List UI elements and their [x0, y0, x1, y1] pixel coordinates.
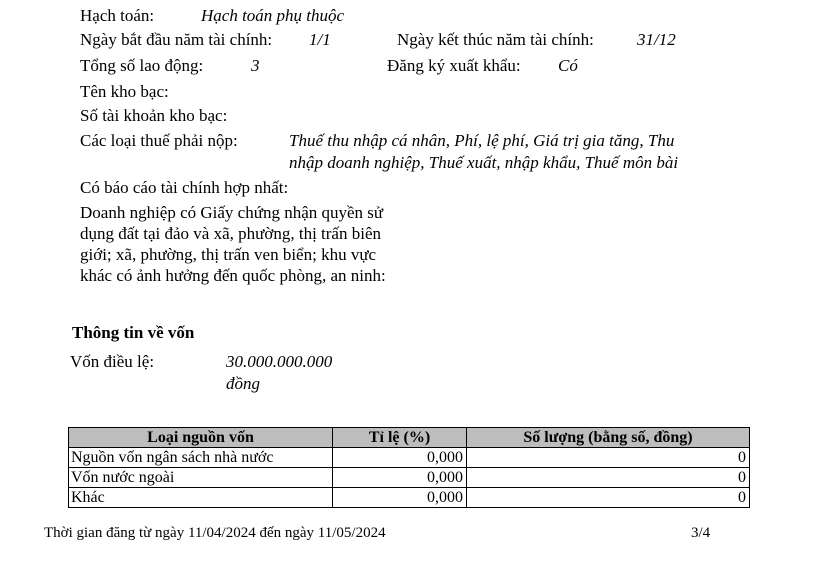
export-value: Có [558, 56, 578, 75]
export-label: Đăng ký xuất khẩu: [387, 56, 521, 75]
accounting-value: Hạch toán phụ thuộc [201, 6, 345, 25]
fiscal-end-value: 31/12 [637, 30, 676, 49]
page-number: 3/4 [691, 525, 711, 541]
amount-cell: 0 [467, 448, 750, 468]
source-type-cell: Khác [69, 488, 333, 508]
footer-period: Thời gian đăng từ ngày 11/04/2024 đến ngày 11/05/2024 [44, 525, 386, 541]
table-header-row [69, 428, 750, 448]
charter-capital-value: 30.000.000.000 [226, 352, 333, 371]
taxes-value-line1: Thuế thu nhập cá nhân, Phí, lệ phí, Giá trị gia tăng, Thu [289, 131, 675, 150]
ratio-cell: 0,000 [333, 448, 467, 468]
land-cert-line: khác có ảnh hưởng đến quốc phòng, an ninh: [80, 266, 386, 285]
table-row [69, 468, 750, 488]
capital-heading: Thông tin về vốn [72, 323, 195, 342]
capital-source-table [68, 427, 750, 508]
charter-capital-label: Vốn điều lệ: [70, 352, 155, 371]
employees-value: 3 [251, 56, 260, 75]
accounting-label: Hạch toán: [80, 6, 155, 25]
charter-capital-unit: đồng [226, 374, 260, 393]
amount-cell: 0 [467, 488, 750, 508]
treasury-account-label: Số tài khoản kho bạc: [80, 106, 228, 125]
amount-cell: 0 [467, 468, 750, 488]
fiscal-start-value: 1/1 [309, 30, 331, 49]
source-type-cell: Nguồn vốn ngân sách nhà nước [69, 448, 333, 468]
consolidated-report-label: Có báo cáo tài chính hợp nhất: [80, 178, 289, 197]
source-type-cell: Vốn nước ngoài [69, 468, 333, 488]
table-row [69, 488, 750, 508]
taxes-label: Các loại thuế phải nộp: [80, 131, 238, 150]
taxes-value-line2: nhập doanh nghiệp, Thuế xuất, nhập khẩu, Thuế môn bài [289, 153, 679, 172]
land-cert-line: giới; xã, phường, thị trấn ven biển; khu vực [80, 245, 377, 264]
column-header: Tỉ lệ (%) [333, 428, 467, 448]
ratio-cell: 0,000 [333, 468, 467, 488]
employees-label: Tổng số lao động: [80, 56, 204, 75]
land-cert-line: Doanh nghiệp có Giấy chứng nhận quyền sử [80, 203, 384, 222]
fiscal-end-label: Ngày kết thúc năm tài chính: [397, 30, 594, 49]
treasury-name-label: Tên kho bạc: [80, 82, 169, 101]
column-header: Loại nguồn vốn [69, 428, 333, 448]
land-cert-line: dụng đất tại đảo và xã, phường, thị trấn biên [80, 224, 381, 243]
ratio-cell: 0,000 [333, 488, 467, 508]
table-row [69, 448, 750, 468]
column-header: Số lượng (bằng số, đồng) [467, 428, 750, 448]
fiscal-start-label: Ngày bắt đầu năm tài chính: [80, 30, 273, 49]
